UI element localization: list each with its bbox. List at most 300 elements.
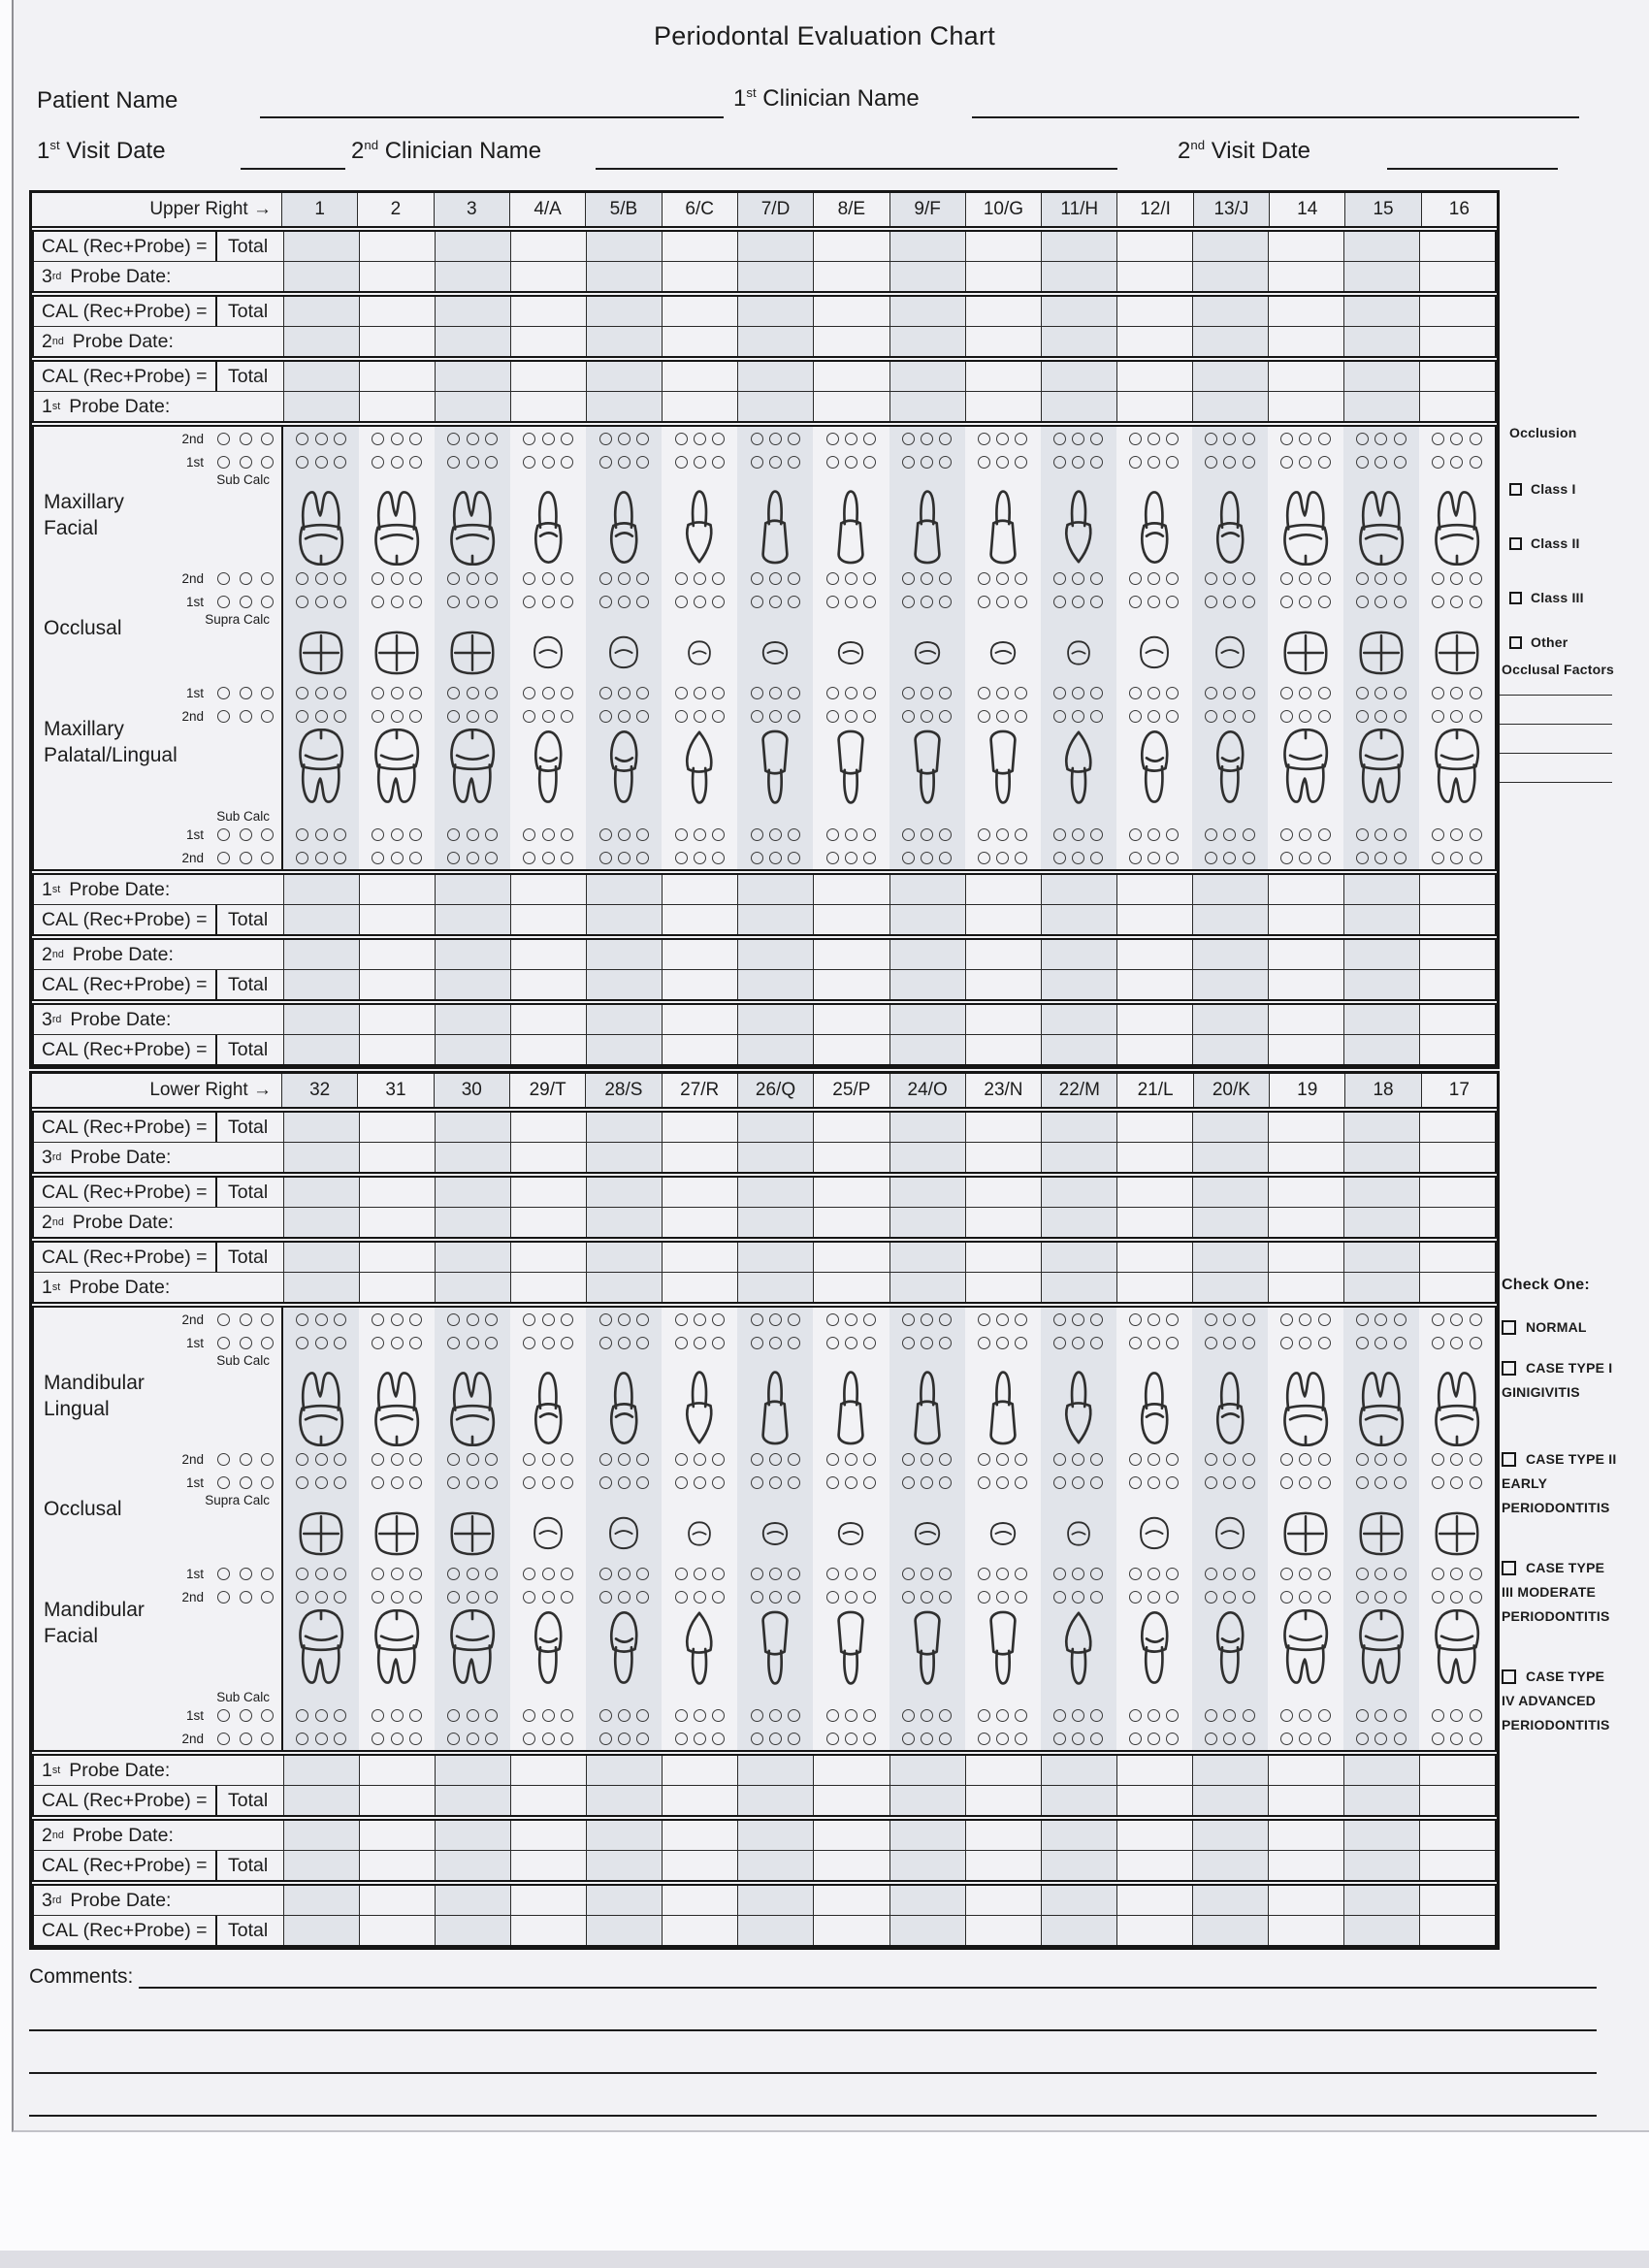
probe-date-value-cell[interactable] <box>662 392 737 421</box>
probe-circle[interactable] <box>1129 572 1142 585</box>
probe-circle[interactable] <box>863 1337 876 1349</box>
probe-circle[interactable] <box>1166 456 1179 469</box>
probe-circle[interactable] <box>751 572 763 585</box>
comment-blank-line[interactable] <box>29 2029 1597 2031</box>
probe-circle[interactable] <box>939 433 952 445</box>
cal-value-cell[interactable] <box>813 1916 889 1945</box>
probe-circle[interactable] <box>1053 1476 1066 1489</box>
probe-circle[interactable] <box>1470 710 1482 723</box>
probe-circle[interactable] <box>769 572 782 585</box>
probe-circle[interactable] <box>315 572 328 585</box>
probe-circle[interactable] <box>261 828 274 841</box>
probe-circle[interactable] <box>675 852 688 864</box>
probe-circle[interactable] <box>1394 1337 1406 1349</box>
probe-circle[interactable] <box>636 1337 649 1349</box>
probe-date-value-cell[interactable] <box>1268 262 1343 291</box>
probe-circle[interactable] <box>1090 1591 1103 1604</box>
probe-date-value-cell[interactable] <box>662 940 737 969</box>
probe-circle[interactable] <box>694 687 706 699</box>
probe-circle[interactable] <box>1394 828 1406 841</box>
probe-circle[interactable] <box>391 596 404 608</box>
probe-circle[interactable] <box>1223 1453 1236 1466</box>
total-cell[interactable] <box>215 1178 283 1207</box>
cal-value-cell[interactable] <box>662 970 737 999</box>
probe-circle[interactable] <box>1205 1568 1217 1580</box>
probe-circle[interactable] <box>1356 1476 1369 1489</box>
probe-circle[interactable] <box>599 852 612 864</box>
probe-date-value-cell[interactable] <box>813 1005 889 1034</box>
probe-circle[interactable] <box>826 710 839 723</box>
cal-value-cell[interactable] <box>510 970 586 999</box>
cal-value-cell[interactable] <box>889 362 965 391</box>
probe-circle[interactable] <box>1166 852 1179 864</box>
probe-date-value-cell[interactable] <box>965 1273 1041 1302</box>
cal-value-cell[interactable] <box>1268 1916 1343 1945</box>
probe-date-value-cell[interactable] <box>965 1143 1041 1172</box>
probe-circle[interactable] <box>334 1313 346 1326</box>
cal-value-cell[interactable] <box>889 297 965 326</box>
probe-circle[interactable] <box>921 596 933 608</box>
probe-date-value-cell[interactable] <box>1268 1208 1343 1237</box>
probe-circle[interactable] <box>618 1337 630 1349</box>
probe-circle[interactable] <box>1432 1453 1444 1466</box>
probe-date-value-cell[interactable] <box>889 1005 965 1034</box>
probe-date-value-cell[interactable] <box>1419 262 1495 291</box>
probe-circle[interactable] <box>826 1568 839 1580</box>
probe-circle[interactable] <box>561 710 573 723</box>
probe-circle[interactable] <box>939 1453 952 1466</box>
probe-circle[interactable] <box>902 572 915 585</box>
cal-value-cell[interactable] <box>662 1851 737 1880</box>
probe-circle[interactable] <box>1243 687 1255 699</box>
probe-circle[interactable] <box>296 596 308 608</box>
probe-circle[interactable] <box>1470 456 1482 469</box>
probe-circle[interactable] <box>636 1709 649 1722</box>
probe-circle[interactable] <box>1450 1568 1463 1580</box>
probe-circle[interactable] <box>1450 433 1463 445</box>
cal-value-cell[interactable] <box>889 1851 965 1880</box>
cal-value-cell[interactable] <box>1268 905 1343 934</box>
cal-value-cell[interactable] <box>283 1243 359 1272</box>
probe-circle[interactable] <box>240 1337 252 1349</box>
probe-circle[interactable] <box>217 572 230 585</box>
checkbox-icon[interactable] <box>1509 636 1522 649</box>
probe-circle[interactable] <box>334 1476 346 1489</box>
probe-circle[interactable] <box>561 596 573 608</box>
probe-circle[interactable] <box>1090 456 1103 469</box>
probe-circle[interactable] <box>217 456 230 469</box>
probe-date-value-cell[interactable] <box>586 1273 662 1302</box>
cal-value-cell[interactable] <box>1419 1113 1495 1142</box>
cal-value-cell[interactable] <box>1419 1243 1495 1272</box>
probe-circle[interactable] <box>296 1591 308 1604</box>
probe-circle[interactable] <box>1280 1733 1293 1745</box>
probe-date-value-cell[interactable] <box>1343 1005 1419 1034</box>
probe-date-value-cell[interactable] <box>889 875 965 904</box>
probe-circle[interactable] <box>409 1709 422 1722</box>
probe-date-value-cell[interactable] <box>1116 262 1192 291</box>
probe-circle[interactable] <box>618 596 630 608</box>
probe-date-value-cell[interactable] <box>283 327 359 356</box>
probe-circle[interactable] <box>751 1313 763 1326</box>
probe-circle[interactable] <box>1015 1733 1027 1745</box>
probe-circle[interactable] <box>1432 687 1444 699</box>
probe-circle[interactable] <box>902 1591 915 1604</box>
probe-circle[interactable] <box>240 433 252 445</box>
probe-circle[interactable] <box>1374 1476 1387 1489</box>
probe-circle[interactable] <box>921 1313 933 1326</box>
probe-circle[interactable] <box>1129 1337 1142 1349</box>
probe-date-value-cell[interactable] <box>510 940 586 969</box>
probe-circle[interactable] <box>467 852 479 864</box>
probe-circle[interactable] <box>845 596 857 608</box>
cal-value-cell[interactable] <box>283 232 359 261</box>
probe-circle[interactable] <box>447 1313 460 1326</box>
probe-date-value-cell[interactable] <box>889 940 965 969</box>
cal-value-cell[interactable] <box>965 362 1041 391</box>
cal-value-cell[interactable] <box>1419 1035 1495 1064</box>
probe-circle[interactable] <box>409 572 422 585</box>
probe-circle[interactable] <box>467 1337 479 1349</box>
probe-date-value-cell[interactable] <box>1343 327 1419 356</box>
cal-value-cell[interactable] <box>586 232 662 261</box>
probe-circle[interactable] <box>240 852 252 864</box>
probe-circle[interactable] <box>599 433 612 445</box>
probe-circle[interactable] <box>1280 1313 1293 1326</box>
probe-circle[interactable] <box>863 828 876 841</box>
probe-circle[interactable] <box>296 1568 308 1580</box>
probe-circle[interactable] <box>712 433 725 445</box>
probe-circle[interactable] <box>618 710 630 723</box>
probe-circle[interactable] <box>599 456 612 469</box>
probe-date-value-cell[interactable] <box>586 1821 662 1850</box>
cal-value-cell[interactable] <box>586 1786 662 1815</box>
probe-circle[interactable] <box>447 1591 460 1604</box>
probe-circle[interactable] <box>826 1453 839 1466</box>
probe-circle[interactable] <box>1432 433 1444 445</box>
probe-circle[interactable] <box>1374 596 1387 608</box>
cal-value-cell[interactable] <box>510 1243 586 1272</box>
probe-circle[interactable] <box>788 433 800 445</box>
probe-date-value-cell[interactable] <box>1268 392 1343 421</box>
probe-circle[interactable] <box>447 1709 460 1722</box>
probe-date-value-cell[interactable] <box>965 262 1041 291</box>
probe-circle[interactable] <box>391 852 404 864</box>
probe-circle[interactable] <box>1280 1337 1293 1349</box>
probe-circle[interactable] <box>978 572 990 585</box>
probe-date-value-cell[interactable] <box>813 1273 889 1302</box>
probe-circle[interactable] <box>1053 1591 1066 1604</box>
probe-circle[interactable] <box>1148 1733 1160 1745</box>
probe-circle[interactable] <box>921 456 933 469</box>
probe-circle[interactable] <box>1470 1733 1482 1745</box>
probe-circle[interactable] <box>751 456 763 469</box>
probe-circle[interactable] <box>261 1733 274 1745</box>
probe-circle[interactable] <box>694 1337 706 1349</box>
cal-value-cell[interactable] <box>435 297 510 326</box>
probe-circle[interactable] <box>1394 1568 1406 1580</box>
cal-value-cell[interactable] <box>1268 362 1343 391</box>
probe-circle[interactable] <box>1299 1568 1311 1580</box>
probe-date-value-cell[interactable] <box>435 1005 510 1034</box>
probe-circle[interactable] <box>240 1591 252 1604</box>
probe-circle[interactable] <box>1205 828 1217 841</box>
probe-circle[interactable] <box>618 572 630 585</box>
probe-circle[interactable] <box>409 687 422 699</box>
probe-circle[interactable] <box>1299 1453 1311 1466</box>
cal-value-cell[interactable] <box>737 1178 813 1207</box>
probe-circle[interactable] <box>296 1313 308 1326</box>
probe-date-value-cell[interactable] <box>662 262 737 291</box>
probe-circle[interactable] <box>1318 572 1331 585</box>
probe-date-value-cell[interactable] <box>889 327 965 356</box>
cal-value-cell[interactable] <box>813 362 889 391</box>
probe-date-value-cell[interactable] <box>813 392 889 421</box>
probe-date-value-cell[interactable] <box>965 940 1041 969</box>
probe-circle[interactable] <box>694 1591 706 1604</box>
cal-value-cell[interactable] <box>510 297 586 326</box>
probe-date-value-cell[interactable] <box>737 1273 813 1302</box>
probe-circle[interactable] <box>675 828 688 841</box>
probe-circle[interactable] <box>1318 1453 1331 1466</box>
probe-circle[interactable] <box>1470 828 1482 841</box>
probe-circle[interactable] <box>751 433 763 445</box>
cal-value-cell[interactable] <box>510 1113 586 1142</box>
probe-circle[interactable] <box>1299 1733 1311 1745</box>
probe-date-value-cell[interactable] <box>889 392 965 421</box>
probe-date-value-cell[interactable] <box>1343 1208 1419 1237</box>
probe-circle[interactable] <box>561 1568 573 1580</box>
cal-value-cell[interactable] <box>662 232 737 261</box>
probe-circle[interactable] <box>751 1568 763 1580</box>
probe-date-value-cell[interactable] <box>586 1886 662 1915</box>
probe-circle[interactable] <box>1053 710 1066 723</box>
probe-circle[interactable] <box>1053 1453 1066 1466</box>
cal-value-cell[interactable] <box>737 1851 813 1880</box>
probe-circle[interactable] <box>561 828 573 841</box>
probe-circle[interactable] <box>996 1591 1009 1604</box>
probe-circle[interactable] <box>1299 1591 1311 1604</box>
probe-circle[interactable] <box>996 572 1009 585</box>
cal-value-cell[interactable] <box>662 297 737 326</box>
probe-circle[interactable] <box>712 1709 725 1722</box>
probe-circle[interactable] <box>618 1591 630 1604</box>
cal-value-cell[interactable] <box>813 970 889 999</box>
probe-circle[interactable] <box>1015 1337 1027 1349</box>
probe-circle[interactable] <box>1072 1733 1084 1745</box>
probe-circle[interactable] <box>467 710 479 723</box>
probe-circle[interactable] <box>1394 1591 1406 1604</box>
probe-circle[interactable] <box>1090 1568 1103 1580</box>
probe-circle[interactable] <box>694 852 706 864</box>
cal-value-cell[interactable] <box>1268 970 1343 999</box>
cal-value-cell[interactable] <box>586 1178 662 1207</box>
probe-circle[interactable] <box>939 1568 952 1580</box>
probe-circle[interactable] <box>334 596 346 608</box>
probe-date-value-cell[interactable] <box>1419 875 1495 904</box>
probe-date-value-cell[interactable] <box>1116 1756 1192 1785</box>
probe-circle[interactable] <box>1394 852 1406 864</box>
probe-circle[interactable] <box>694 572 706 585</box>
probe-circle[interactable] <box>996 433 1009 445</box>
probe-circle[interactable] <box>599 1313 612 1326</box>
probe-circle[interactable] <box>447 1476 460 1489</box>
probe-circle[interactable] <box>1470 1591 1482 1604</box>
probe-date-value-cell[interactable] <box>1343 1756 1419 1785</box>
probe-date-value-cell[interactable] <box>359 392 435 421</box>
probe-circle[interactable] <box>1015 1476 1027 1489</box>
probe-circle[interactable] <box>1205 596 1217 608</box>
probe-date-value-cell[interactable] <box>435 262 510 291</box>
probe-circle[interactable] <box>1015 596 1027 608</box>
probe-date-value-cell[interactable] <box>1192 1143 1268 1172</box>
probe-circle[interactable] <box>1432 1568 1444 1580</box>
probe-circle[interactable] <box>996 1733 1009 1745</box>
probe-circle[interactable] <box>675 1709 688 1722</box>
probe-circle[interactable] <box>240 1709 252 1722</box>
probe-circle[interactable] <box>1148 1568 1160 1580</box>
probe-circle[interactable] <box>447 1453 460 1466</box>
cal-value-cell[interactable] <box>662 1178 737 1207</box>
probe-circle[interactable] <box>1394 1313 1406 1326</box>
total-cell[interactable] <box>215 297 283 326</box>
probe-circle[interactable] <box>561 1733 573 1745</box>
probe-circle[interactable] <box>1299 1313 1311 1326</box>
probe-circle[interactable] <box>769 828 782 841</box>
probe-date-value-cell[interactable] <box>813 1886 889 1915</box>
probe-circle[interactable] <box>1166 710 1179 723</box>
probe-date-value-cell[interactable] <box>1041 1208 1116 1237</box>
cal-value-cell[interactable] <box>435 1113 510 1142</box>
probe-circle[interactable] <box>296 852 308 864</box>
probe-circle[interactable] <box>1318 1568 1331 1580</box>
probe-circle[interactable] <box>1356 828 1369 841</box>
probe-circle[interactable] <box>1243 1709 1255 1722</box>
cal-value-cell[interactable] <box>662 1786 737 1815</box>
probe-circle[interactable] <box>978 596 990 608</box>
probe-circle[interactable] <box>1374 572 1387 585</box>
probe-date-value-cell[interactable] <box>1192 1821 1268 1850</box>
probe-circle[interactable] <box>1072 828 1084 841</box>
probe-circle[interactable] <box>391 1568 404 1580</box>
probe-circle[interactable] <box>1432 1709 1444 1722</box>
probe-circle[interactable] <box>542 596 555 608</box>
probe-circle[interactable] <box>826 1709 839 1722</box>
probe-circle[interactable] <box>467 828 479 841</box>
probe-circle[interactable] <box>372 1337 384 1349</box>
cal-value-cell[interactable] <box>889 905 965 934</box>
cal-value-cell[interactable] <box>1192 1178 1268 1207</box>
probe-circle[interactable] <box>694 1453 706 1466</box>
probe-circle[interactable] <box>1299 596 1311 608</box>
cal-value-cell[interactable] <box>435 970 510 999</box>
probe-circle[interactable] <box>1450 1591 1463 1604</box>
probe-circle[interactable] <box>391 1337 404 1349</box>
probe-circle[interactable] <box>1470 1313 1482 1326</box>
probe-date-value-cell[interactable] <box>586 1756 662 1785</box>
cal-value-cell[interactable] <box>737 297 813 326</box>
probe-circle[interactable] <box>261 687 274 699</box>
probe-circle[interactable] <box>863 1733 876 1745</box>
probe-circle[interactable] <box>978 828 990 841</box>
probe-circle[interactable] <box>542 1313 555 1326</box>
cal-value-cell[interactable] <box>889 1113 965 1142</box>
probe-circle[interactable] <box>1280 1453 1293 1466</box>
probe-circle[interactable] <box>261 1709 274 1722</box>
probe-circle[interactable] <box>1470 852 1482 864</box>
probe-circle[interactable] <box>1053 1337 1066 1349</box>
cal-value-cell[interactable] <box>1192 1113 1268 1142</box>
checkbox-icon[interactable] <box>1509 537 1522 550</box>
probe-circle[interactable] <box>1015 456 1027 469</box>
checkbox-icon[interactable] <box>1502 1320 1516 1335</box>
probe-circle[interactable] <box>694 596 706 608</box>
probe-circle[interactable] <box>1090 1733 1103 1745</box>
probe-circle[interactable] <box>978 710 990 723</box>
probe-date-value-cell[interactable] <box>510 875 586 904</box>
probe-circle[interactable] <box>334 456 346 469</box>
probe-circle[interactable] <box>636 433 649 445</box>
probe-circle[interactable] <box>334 852 346 864</box>
probe-date-value-cell[interactable] <box>1419 1208 1495 1237</box>
probe-circle[interactable] <box>1299 828 1311 841</box>
probe-date-value-cell[interactable] <box>965 1208 1041 1237</box>
probe-date-value-cell[interactable] <box>737 262 813 291</box>
cal-value-cell[interactable] <box>737 905 813 934</box>
cal-value-cell[interactable] <box>889 1035 965 1064</box>
probe-circle[interactable] <box>261 1453 274 1466</box>
probe-circle[interactable] <box>1432 1476 1444 1489</box>
probe-circle[interactable] <box>217 1733 230 1745</box>
probe-circle[interactable] <box>334 572 346 585</box>
probe-circle[interactable] <box>315 710 328 723</box>
probe-circle[interactable] <box>1129 828 1142 841</box>
probe-circle[interactable] <box>978 1568 990 1580</box>
probe-date-value-cell[interactable] <box>1192 1886 1268 1915</box>
probe-circle[interactable] <box>296 1709 308 1722</box>
probe-circle[interactable] <box>409 1337 422 1349</box>
probe-date-value-cell[interactable] <box>965 1821 1041 1850</box>
probe-circle[interactable] <box>902 1337 915 1349</box>
checkbox-icon[interactable] <box>1509 483 1522 496</box>
probe-circle[interactable] <box>391 1476 404 1489</box>
probe-circle[interactable] <box>1280 852 1293 864</box>
probe-date-value-cell[interactable] <box>1268 1273 1343 1302</box>
cal-value-cell[interactable] <box>1268 1851 1343 1880</box>
probe-date-value-cell[interactable] <box>662 1886 737 1915</box>
cal-value-cell[interactable] <box>1192 1851 1268 1880</box>
cal-value-cell[interactable] <box>1116 1243 1192 1272</box>
cal-value-cell[interactable] <box>283 362 359 391</box>
probe-circle[interactable] <box>523 596 535 608</box>
cal-value-cell[interactable] <box>737 1243 813 1272</box>
probe-circle[interactable] <box>996 1313 1009 1326</box>
probe-circle[interactable] <box>751 1453 763 1466</box>
probe-circle[interactable] <box>1318 1476 1331 1489</box>
cal-value-cell[interactable] <box>737 362 813 391</box>
probe-circle[interactable] <box>334 828 346 841</box>
probe-circle[interactable] <box>1166 1591 1179 1604</box>
probe-circle[interactable] <box>334 1733 346 1745</box>
probe-circle[interactable] <box>1374 852 1387 864</box>
probe-circle[interactable] <box>261 1591 274 1604</box>
probe-circle[interactable] <box>240 687 252 699</box>
probe-circle[interactable] <box>391 1591 404 1604</box>
probe-date-value-cell[interactable] <box>283 1756 359 1785</box>
probe-circle[interactable] <box>902 433 915 445</box>
probe-circle[interactable] <box>217 1313 230 1326</box>
probe-circle[interactable] <box>1166 1733 1179 1745</box>
